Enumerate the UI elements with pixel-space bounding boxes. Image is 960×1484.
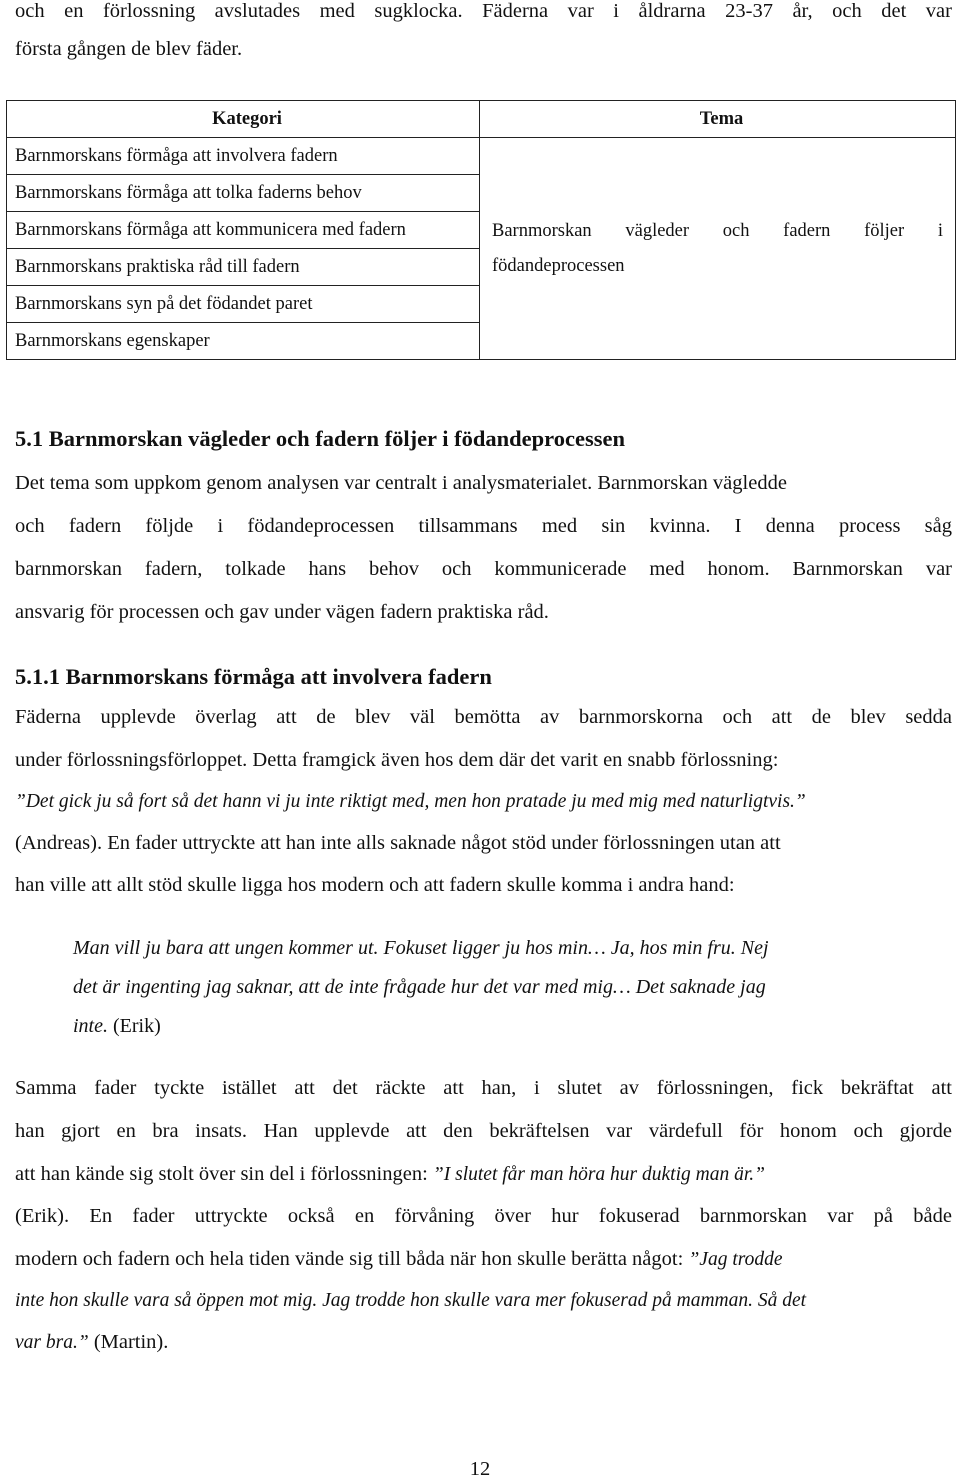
inline-quote: var bra.” bbox=[15, 1332, 89, 1353]
block-quote-line: inte. (Erik) bbox=[73, 1015, 161, 1037]
table-header-tema: Tema bbox=[480, 101, 956, 138]
inline-quote: inte hon skulle vara så öppen mot mig. Jag trodde hon skulle vara mer fokuserad på mamman. Så det bbox=[15, 1290, 807, 1311]
paragraph-line: (Andreas). En fader uttryckte att han inte alls saknade något stöd under förlossningen utan att bbox=[15, 832, 781, 854]
tema-line: Barnmorskan vägleder och fadern följer i bbox=[492, 220, 943, 241]
intro-line: första gången de blev fäder. bbox=[15, 38, 243, 60]
paragraph-line: och fadern följde i födandeprocessen tillsammans med sin kvinna. I denna process såg bbox=[15, 515, 952, 537]
page-number: 12 bbox=[469, 1458, 491, 1480]
intro-line: och en förlossning avslutades med sugklocka. Fäderna var i åldrarna 23-37 år, och det var bbox=[15, 0, 952, 22]
paragraph-line: att han kände sig stolt över sin del i förlossningen: ”I slutet får man höra hur duktig man är.” bbox=[15, 1163, 765, 1185]
table-tema-cell bbox=[480, 138, 956, 360]
block-quote-line: det är ingenting jag saknar, att de inte frågade hur det var med mig… Det saknade jag bbox=[73, 976, 766, 998]
paragraph-line bbox=[15, 1331, 168, 1354]
paragraph-line: barnmorskan fadern, tolkade hans behov och kommunicerade med honom. Barnmorskan var bbox=[15, 558, 952, 580]
inline-quote: ”Det gick ju så fort så det hann vi ju inte riktigt med, men hon pratade ju med mig med naturligtvis.” bbox=[15, 791, 806, 812]
paragraph-line: han gjort en bra insats. Han upplevde att den bekräftelsen var värdefull för honom och gjorde bbox=[15, 1120, 952, 1142]
quote-author: (Erik) bbox=[108, 1015, 161, 1037]
table-category-cell: Barnmorskans praktiska råd till fadern bbox=[7, 249, 480, 286]
paragraph-line: Samma fader tyckte istället att det räckte att han, i slutet av förlossningen, fick bekräftat att bbox=[15, 1077, 952, 1099]
table-category-cell: Barnmorskans förmåga att involvera fadern bbox=[7, 138, 480, 175]
paragraph-line: (Erik). En fader uttryckte också en förvåning över hur fokuserad barnmorskan var på både bbox=[15, 1205, 952, 1227]
category-theme-table bbox=[6, 100, 956, 360]
block-quote-line: Man vill ju bara att ungen kommer ut. Fokuset ligger ju hos min… Ja, hos min fru. Nej bbox=[73, 937, 769, 959]
paragraph-line: modern och fadern och hela tiden vände sig till båda när hon skulle berätta något: ”Jag trodde bbox=[15, 1248, 783, 1270]
table-category-cell: Barnmorskans förmåga att tolka faderns behov bbox=[7, 175, 480, 212]
section-heading-5-1: 5.1 Barnmorskan vägleder och fadern följer i födandeprocessen bbox=[15, 426, 625, 451]
paragraph-line: under förlossningsförloppet. Detta framgick även hos dem där det varit en snabb förlossning: bbox=[15, 749, 779, 771]
inline-quote: ”Jag trodde bbox=[688, 1249, 783, 1270]
paragraph-line: Det tema som uppkom genom analysen var centralt i analysmaterialet. Barnmorskan vägledde bbox=[15, 472, 787, 494]
paragraph-line: han ville att allt stöd skulle ligga hos modern och att fadern skulle komma i andra hand: bbox=[15, 874, 735, 896]
quote-author: (Martin). bbox=[88, 1331, 169, 1353]
table-category-cell: Barnmorskans syn på det födandet paret bbox=[7, 286, 480, 323]
table-header-kategori: Kategori bbox=[7, 101, 480, 138]
table-category-cell: Barnmorskans egenskaper bbox=[7, 323, 480, 360]
paragraph-line: Fäderna upplevde överlag att de blev väl bemötta av barnmorskorna och att de blev sedda bbox=[15, 706, 952, 728]
section-heading-5-1-1: 5.1.1 Barnmorskans förmåga att involvera fadern bbox=[15, 664, 492, 689]
tema-line: födandeprocessen bbox=[492, 255, 625, 276]
paragraph-line: ansvarig för processen och gav under vägen fadern praktiska råd. bbox=[15, 601, 549, 623]
table-category-cell: Barnmorskans förmåga att kommunicera med fadern bbox=[7, 212, 480, 249]
inline-quote: ”I slutet får man höra hur duktig man är.” bbox=[432, 1164, 765, 1185]
